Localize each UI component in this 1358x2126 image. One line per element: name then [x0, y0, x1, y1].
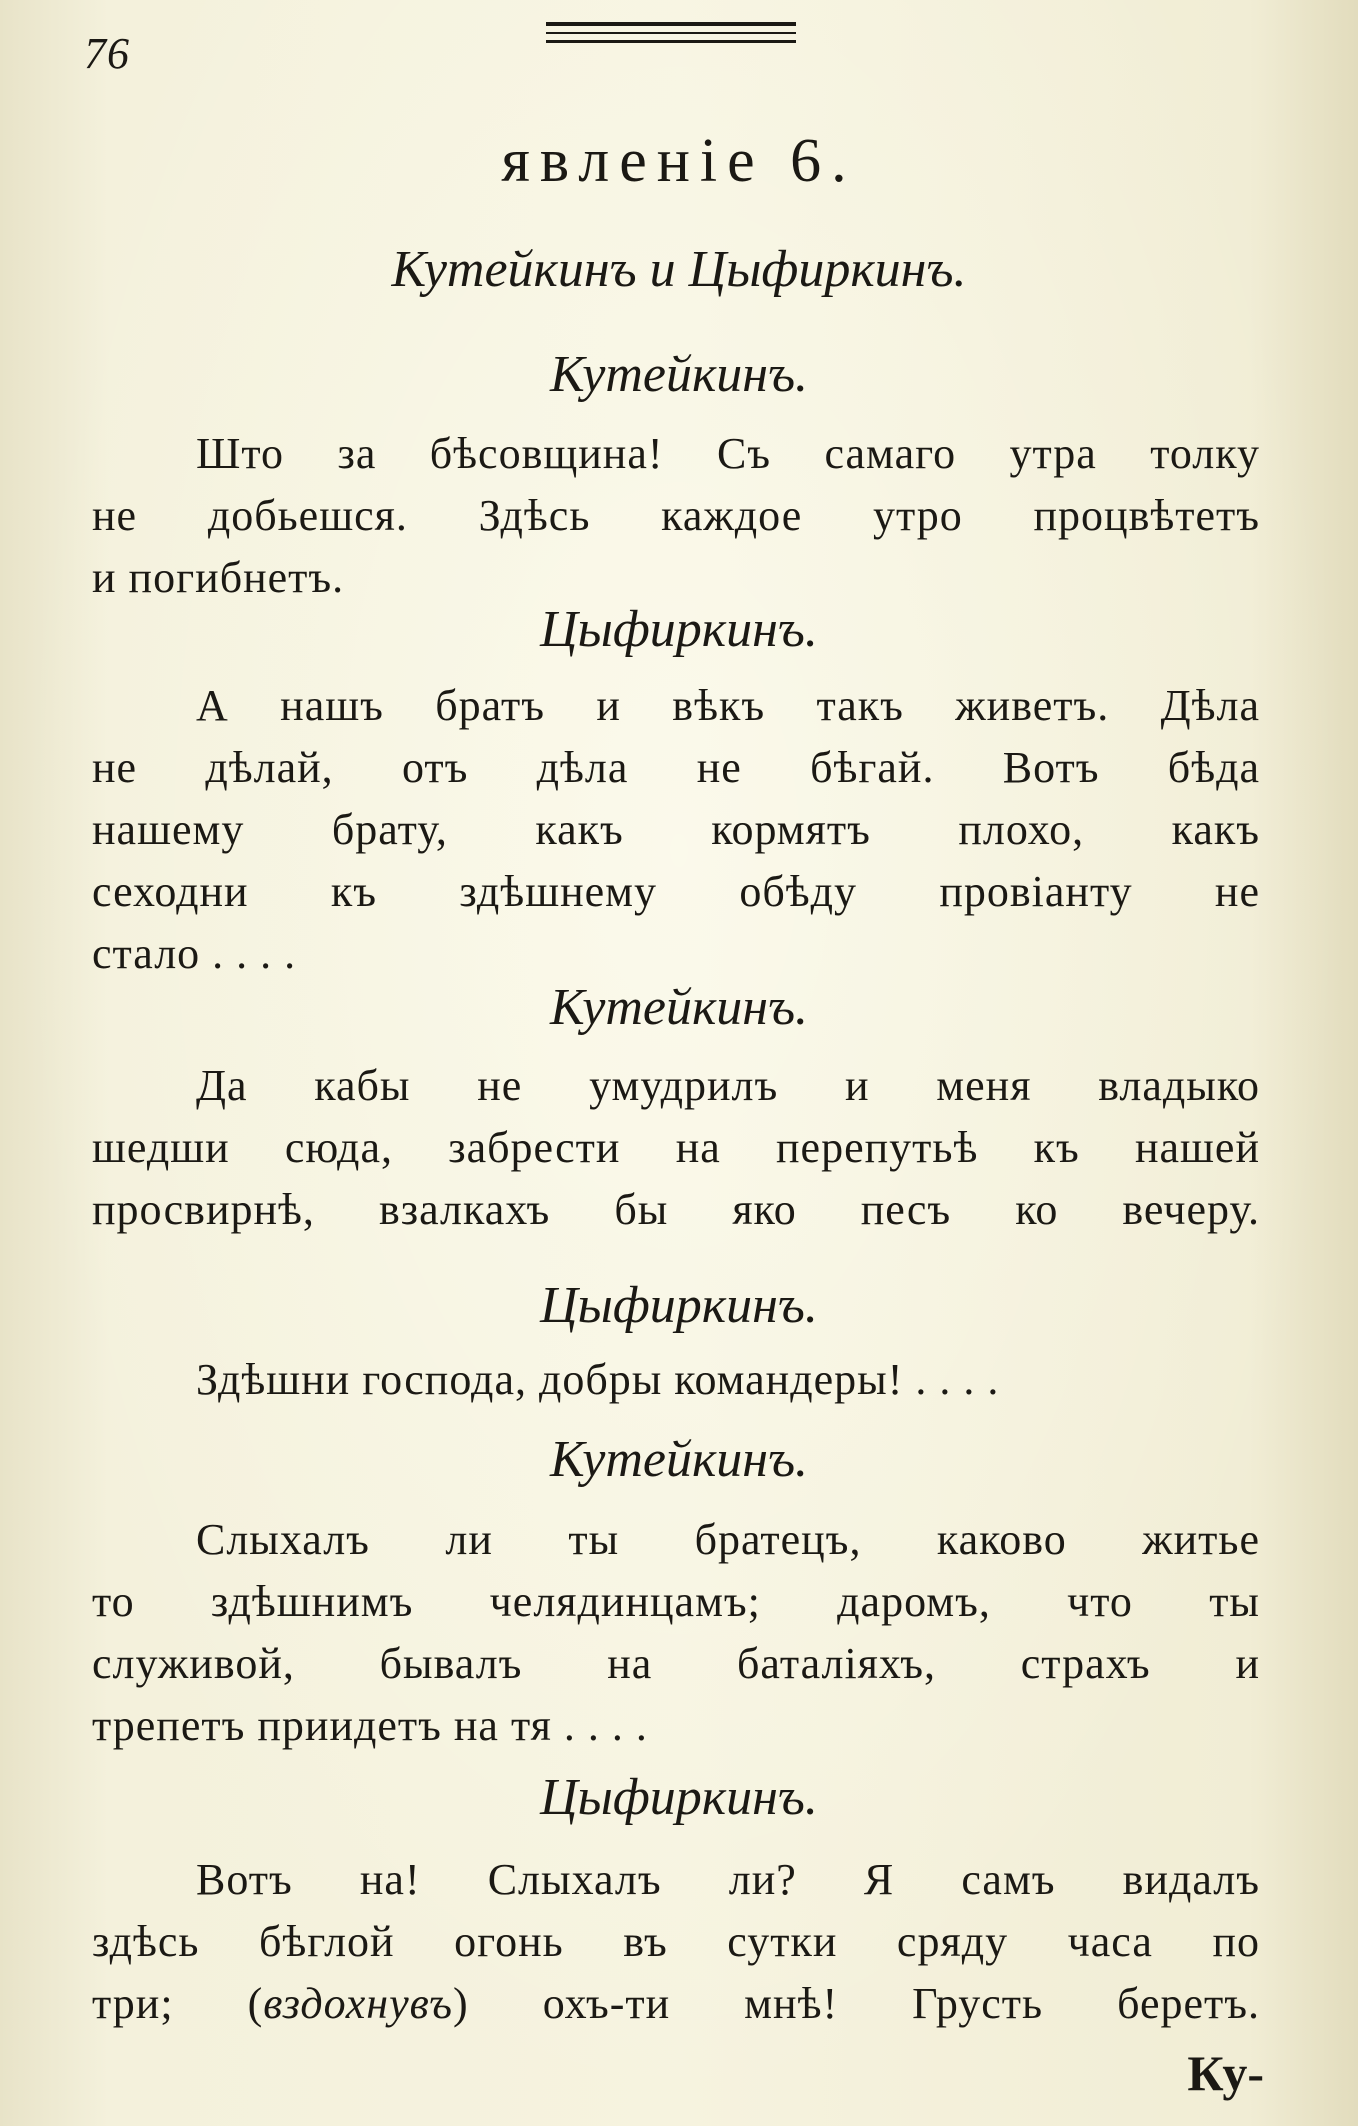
dialogue-line: Што за бѣсовщина! Съ самаго утра толку	[196, 429, 1260, 478]
catchword: Ку-	[1187, 2045, 1264, 2101]
dialogue-line	[92, 1978, 1260, 2029]
dialogue-line: служивой, бывалъ на баталiяхъ, страхъ и	[92, 1639, 1260, 1688]
header-rule	[546, 40, 796, 43]
dialogue-line: Слыхалъ ли ты братецъ, каково житье	[196, 1515, 1260, 1564]
speaker-name: Кутейкинъ.	[549, 1431, 809, 1488]
dialogue-line: стало . . . .	[92, 929, 297, 978]
header-rule	[546, 22, 796, 26]
speaker-name: Кутейкинъ.	[549, 346, 809, 403]
stage-direction: вздохнувъ	[263, 1979, 453, 2028]
dialogue-line: и погибнетъ.	[92, 553, 345, 602]
dialogue-line: не дѣлай, отъ дѣла не бѣгай. Вотъ бѣда	[92, 743, 1260, 792]
dialogue-line: здѣсь бѣглой огонь въ сутки сряду часа по	[92, 1917, 1260, 1966]
dialogue-line: шедши сюда, забрести на перепутьѣ къ нашей	[92, 1123, 1260, 1172]
speaker-name: Кутейкинъ.	[549, 979, 809, 1036]
dialogue-line: А нашъ братъ и вѣкъ такъ живетъ. Дѣла	[196, 681, 1260, 730]
scene-title: явленie 6.	[501, 127, 857, 195]
line-text: три; (	[92, 1979, 264, 2028]
dialogue-line: то здѣшнимъ челядинцамъ; даромъ, что ты	[92, 1577, 1260, 1626]
header-rule	[546, 32, 796, 34]
dialogue-line: просвирнѣ, взалкахъ бы яко песъ ко вечеру.	[92, 1185, 1260, 1234]
dialogue-line: трепетъ приидетъ на тя . . . .	[92, 1701, 648, 1750]
speaker-name: Цыфиркинъ.	[540, 1769, 818, 1826]
speaker-name: Цыфиркинъ.	[540, 1277, 818, 1334]
dialogue-line: сеходни къ здѣшнему обѣду провiанту не	[92, 867, 1260, 916]
scene-characters: Кутейкинъ и Цыфиркинъ.	[391, 241, 967, 298]
dialogue-line: не добьешся. Здѣсь каждое утро процвѣтетъ	[92, 491, 1260, 540]
dialogue-line: нашему брату, какъ кормятъ плохо, какъ	[92, 805, 1260, 854]
dialogue-line: Здѣшни господа, добры командеры! . . . .	[196, 1355, 1000, 1404]
speaker-name: Цыфиркинъ.	[540, 601, 818, 658]
line-text: ) охъ-ти мнѣ! Грусть беретъ.	[453, 1979, 1260, 2028]
page-number: 76	[84, 29, 130, 78]
dialogue-line: Вотъ на! Слыхалъ ли? Я самъ видалъ	[196, 1855, 1260, 1904]
dialogue-line: Да кабы не умудрилъ и меня владыко	[196, 1061, 1260, 1110]
